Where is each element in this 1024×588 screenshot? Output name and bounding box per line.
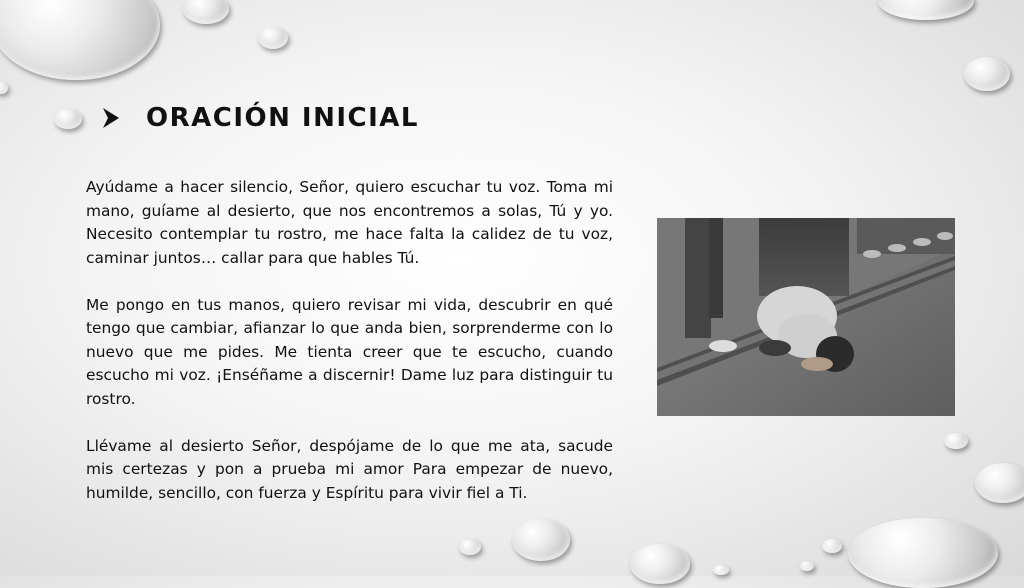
water-drop-decoration — [800, 561, 814, 571]
prayer-paragraph: Llévame al desierto Señor, despójame de lo que me ata, sacude mis certezas y pon a prueba mi amor Para empezar de nuevo, humilde, sencillo, con fuerza y Espíritu para vivir fiel a Ti. — [86, 436, 613, 502]
water-drop-decoration — [630, 544, 690, 584]
water-drop-decoration — [878, 0, 974, 20]
water-drop-decoration — [183, 0, 229, 24]
water-drop-decoration — [944, 433, 968, 449]
water-drop-decoration — [0, 82, 8, 94]
water-drop-decoration — [975, 463, 1024, 503]
prayer-paragraph: Me pongo en tus manos, quiero revisar mi vida, descubrir en qué tengo que cambiar, afianzar lo que anda bien, sorprenderme con lo nuevo que me pides. Me tienta creer que te escucho, cuando escucho mi voz. ¡Enséñame a discernir! Dame luz para distinguir tu rostro. — [86, 295, 613, 408]
water-drop-decoration — [258, 27, 288, 49]
arrow-bullet-icon — [102, 107, 120, 129]
prayer-paragraph: Ayúdame a hacer silencio, Señor, quiero escuchar tu voz. Toma mi mano, guíame al desierto, que nos encontremos a solas, Tú y yo. Necesito contemplar tu rostro, me hace falta la calidez de tu voz, caminar juntos… callar para que hables Tú. — [86, 178, 613, 267]
water-drop-decoration — [848, 518, 998, 588]
water-drop-decoration — [822, 539, 842, 553]
prayer-text — [86, 176, 613, 529]
water-drop-decoration — [459, 539, 481, 555]
water-drop-decoration — [54, 109, 82, 129]
slide-title: ORACIÓN INICIAL — [146, 103, 419, 133]
water-drop-decoration — [964, 57, 1010, 91]
praying-child-photo — [657, 218, 955, 416]
water-drop-decoration — [713, 565, 729, 575]
water-drop-decoration — [0, 0, 160, 80]
slide-title-row — [102, 98, 419, 138]
